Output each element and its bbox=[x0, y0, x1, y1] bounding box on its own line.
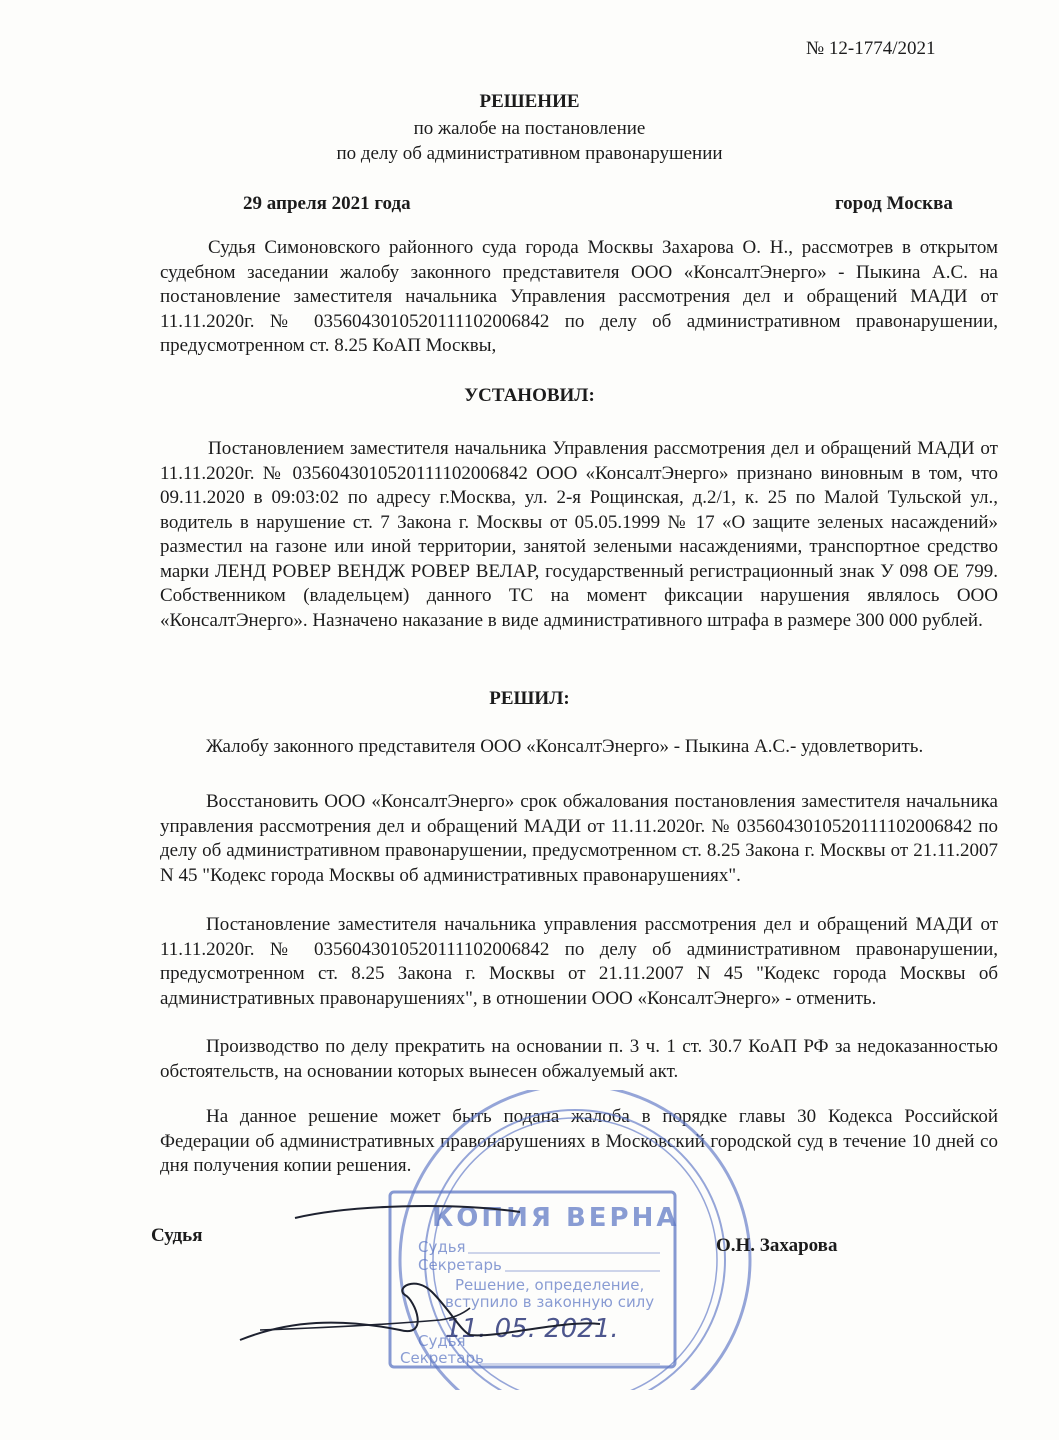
document-subtitle-line1: по жалобе на постановление bbox=[413, 118, 646, 139]
judge-name: О.Н. Захарова bbox=[716, 1235, 838, 1256]
copy-stamp-judge: Судья bbox=[418, 1238, 466, 1256]
decided-paragraph-2: Восстановить ООО «КонсалтЭнерго» срок обжалования постановления заместителя начальника управления рассмотрения дел и обращений МАДИ от 11.11.2020г. № 0356043010520111102006842 по делу об административном правонарушении, предусмотренном ст. 8.25 Закона г. Москвы от 21.11.2007 N 45 "Кодекс города Москвы об административных правонарушениях". bbox=[160, 791, 998, 886]
copy-stamp-handwritten-date: 11. 05. 2021. bbox=[445, 1314, 619, 1344]
decision-date: 29 апреля 2021 года bbox=[243, 193, 411, 214]
decided-paragraph-4: Производство по делу прекратить на основании п. 3 ч. 1 ст. 30.7 КоАП РФ за недоказанностью обстоятельств, на основании которых вынесен обжалуемый акт. bbox=[160, 1036, 998, 1082]
decided-paragraph-1: Жалобу законного представителя ООО «КонсалтЭнерго» - Пыкина А.С.- удовлетворить. bbox=[206, 736, 924, 757]
copy-stamp-secretary-2: Секретарь bbox=[400, 1349, 484, 1367]
judge-signature bbox=[200, 1200, 670, 1350]
section-decided-heading: РЕШИЛ: bbox=[489, 688, 570, 709]
document-title: РЕШЕНИЕ bbox=[479, 91, 580, 112]
decision-city: город Москва bbox=[835, 193, 953, 214]
copy-stamp-effect: вступило в законную силу bbox=[445, 1293, 655, 1311]
document-subtitle-line2: по делу об административном правонарушении bbox=[336, 143, 723, 164]
signature-label: Судья bbox=[151, 1225, 203, 1246]
copy-stamp-title: КОПИЯ ВЕРНА bbox=[432, 1203, 680, 1233]
copy-stamp-judge-2: Судья bbox=[418, 1332, 466, 1350]
intro-paragraph: Судья Симоновского районного суда города Москвы Захарова О. Н., рассмотрев в открытом судебном заседании жалобу законного представителя ООО «КонсалтЭнерго» - Пыкина А.С. на постановление заместителя начальника Управления рассмотрения дел и обращений МАДИ от 11.11.2020г. № 0356043010520111102006842 по делу об административном правонарушении, предусмотренном ст. 8.25 КоАП Москвы, bbox=[160, 237, 998, 356]
case-number: № 12-1774/2021 bbox=[806, 38, 936, 59]
copy-stamp-secretary: Секретарь bbox=[418, 1256, 502, 1274]
section-established-text: Постановлением заместителя начальника Управления рассмотрения дел и обращений МАДИ от 11.11.2020г. № 0356043010520111102006842 ООО «КонсалтЭнерго» признано виновным в том, что 09.11.2020 в 09:03:02 по адресу г.Москва, ул. 2-я Рощинская, д.2/1, к. 25 по Малой Тульской ул., водитель в нарушение ст. 7 Закона г. Москвы от 05.05.1999 № 17 «О защите зеленых насаждений» разместил на газоне или иной территории, занятой зелеными насаждениями, транспортное средство марки ЛЕНД РОВЕР ВЕНДЖ РОВЕР ВЕЛАР, государственный регистрационный знак У 098 ОЕ 799. Собственником (владельцем) данного ТС на момент фиксации нарушения являлось ООО «КонсалтЭнерго». Назначено наказание в виде административного штрафа в размере 300 000 рублей. bbox=[160, 438, 998, 631]
copy-stamp-decision: Решение, определение, bbox=[455, 1276, 645, 1294]
decided-paragraph-3: Постановление заместителя начальника управления рассмотрения дел и обращений МАДИ от 11.11.2020г. № 0356043010520111102006842 по делу об административном правонарушении, предусмотренном ст. 8.25 Закона г. Москвы от 21.11.2007 N 45 "Кодекс города Москвы об административных правонарушениях", в отношении ООО «КонсалтЭнерго» - отменить. bbox=[160, 914, 998, 1009]
section-established-heading: УСТАНОВИЛ: bbox=[464, 385, 595, 406]
appeal-note: На данное решение может быть подана жалоба в порядке главы 30 Кодекса Российской Федерации об административных правонарушениях в Московский городской суд в течение 10 дней со дня получения копии решения. bbox=[160, 1106, 998, 1176]
